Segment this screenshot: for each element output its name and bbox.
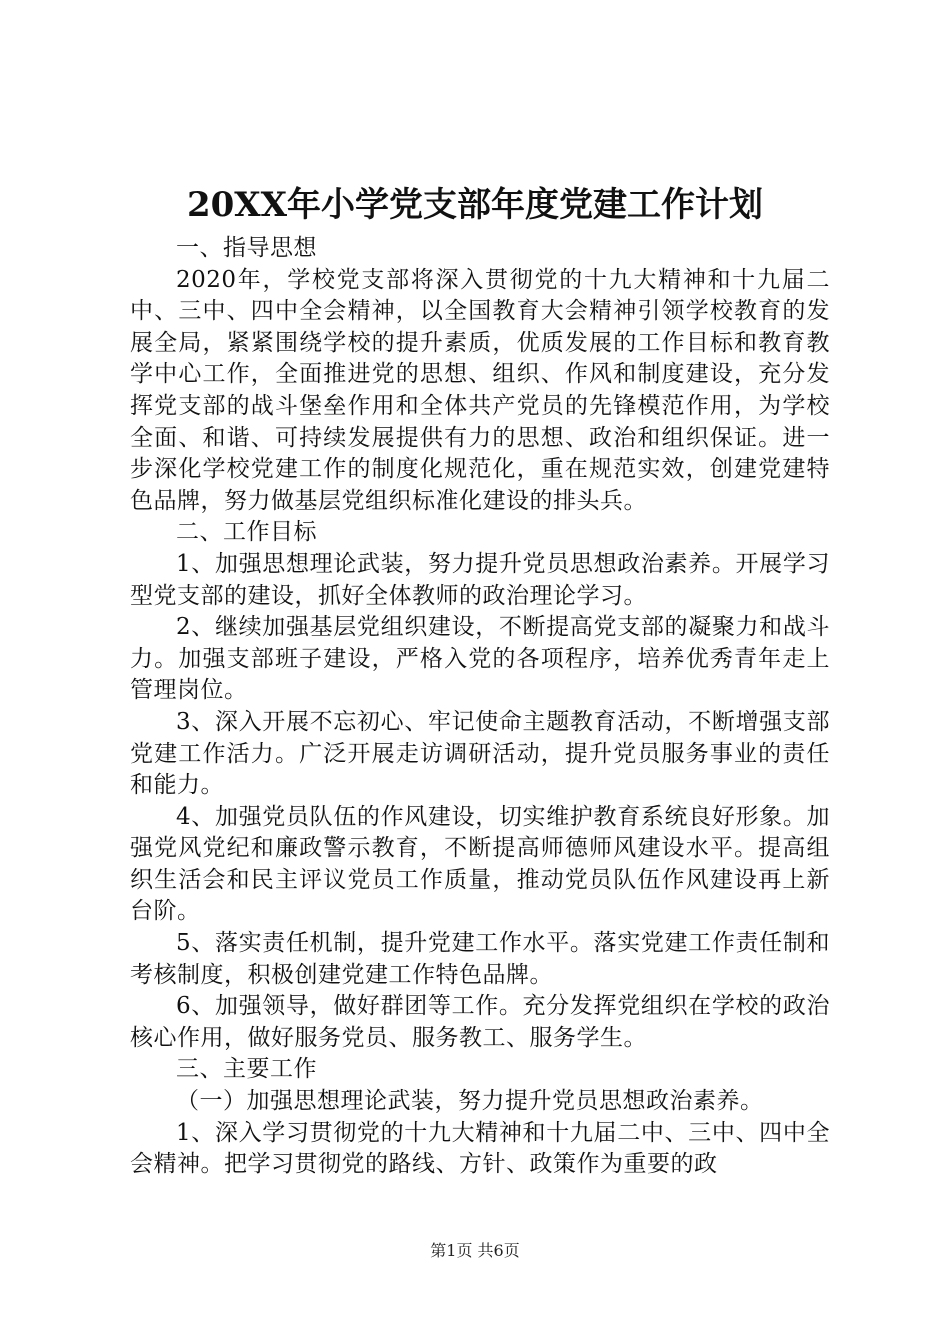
paragraph-goal-4: 4、加强党员队伍的作风建设，切实维护教育系统良好形象。加强党风党纪和廉政警示教育，不断提高师德师风建设水平。提高组织生活会和民主评议党员工作质量，推动党员队伍作风建设再上新台阶。: [130, 803, 830, 925]
paragraph-main-work-1: 1、深入学习贯彻党的十九大精神和十九届二中、三中、四中全会精神。把学习贯彻党的路线、方针、政策作为重要的政: [130, 1119, 830, 1178]
paragraph-guiding-thought: 2020年，学校党支部将深入贯彻党的十九大精神和十九届二中、三中、四中全会精神，以全国教育大会精神引领学校教育的发展全局，紧紧围绕学校的提升素质，优质发展的工作目标和教育教学中心工作，全面推进党的思想、组织、作风和制度建设，充分发挥党支部的战斗堡垒作用和全体共产党员的先锋模范作用，为学校全面、和谐、可持续发展提供有力的思想、政治和组织保证。进一步深化学校党建工作的制度化规范化，重在规范实效，创建党建特色品牌，努力做基层党组织标准化建设的排头兵。: [130, 266, 830, 514]
paragraph-goal-2: 2、继续加强基层党组织建设，不断提高党支部的凝聚力和战斗力。加强支部班子建设，严格入党的各项程序，培养优秀青年走上管理岗位。: [130, 614, 830, 704]
subsection-heading-1: （一）加强思想理论武装，努力提升党员思想政治素养。: [176, 1088, 764, 1115]
paragraph-goal-6: 6、加强领导，做好群团等工作。充分发挥党组织在学校的政治核心作用，做好服务党员、服务教工、服务学生。: [130, 993, 830, 1051]
section-heading-guiding-thought: 一、指导思想: [176, 235, 317, 261]
paragraph-goal-3: 3、深入开展不忘初心、牢记使命主题教育活动，不断增强支部党建工作活力。广泛开展走访调研活动，提升党员服务事业的责任和能力。: [130, 708, 830, 799]
page-number-footer: 第1页 共6页: [430, 1241, 520, 1260]
paragraph-goal-1: 1、加强思想理论武装，努力提升党员思想政治素养。开展学习型党支部的建设，抓好全体教师的政治理论学习。: [130, 550, 830, 609]
document-body: [130, 233, 830, 1181]
document-title: 20XX年小学党支部年度党建工作计划: [186, 185, 764, 225]
section-heading-work-goals: 二、工作目标: [176, 519, 317, 546]
paragraph-goal-5: 5、落实责任机制，提升党建工作水平。落实党建工作责任制和考核制度，积极创建党建工作特色品牌。: [130, 930, 830, 988]
section-heading-main-work: 三、主要工作: [176, 1056, 317, 1083]
